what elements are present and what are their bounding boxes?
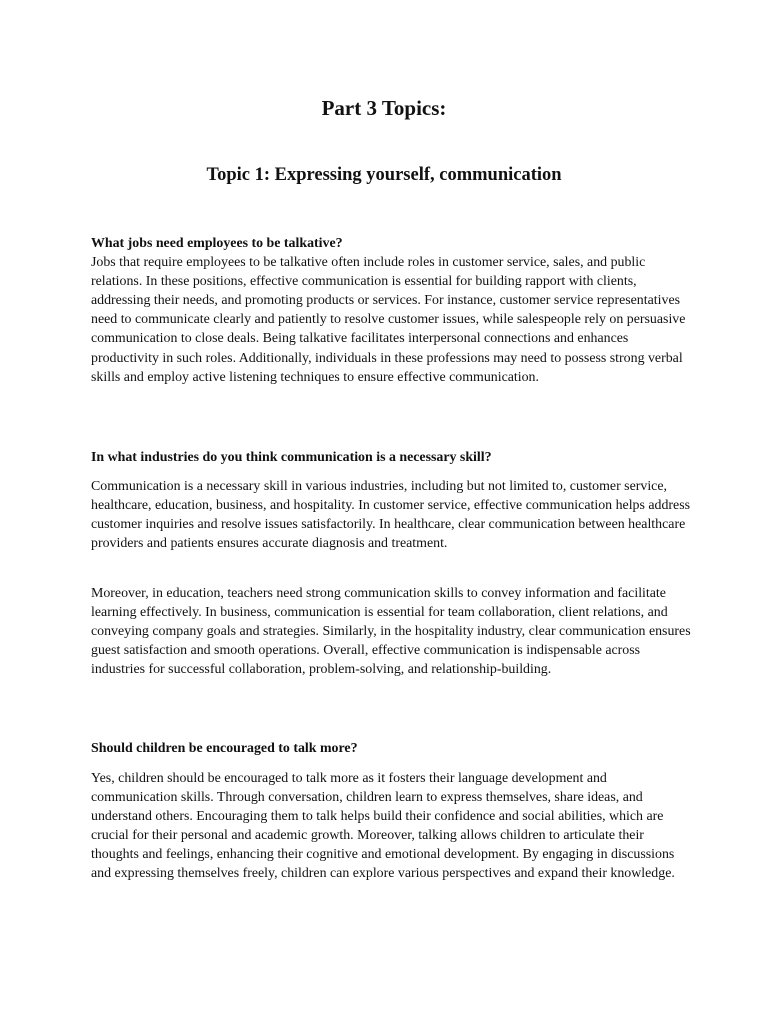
question-heading: In what industries do you think communication is a necessary skill?	[91, 450, 492, 465]
question-heading: What jobs need employees to be talkative?	[91, 236, 343, 251]
answer-paragraph: Communication is a necessary skill in various industries, including but not limited to, customer service, healthcare, education, business, and hospitality. In customer service, effective communication helps address customer inquiries and resolve issues satisfactorily. In healthcare, clear communication between healthcare providers and patients ensures accurate diagnosis and treatment.	[91, 479, 691, 552]
answer-paragraph: Moreover, in education, teachers need strong communication skills to convey information and facilitate learning effectively. In business, communication is essential for team collaboration, client relations, and conveying company goals and strategies. Similarly, in the hospitality industry, clear communication ensures guest satisfaction and smooth operations. Overall, effective communication is indispensable across industries for successful collaboration, problem-solving, and relationship-building.	[91, 586, 691, 678]
section-talkative-jobs	[91, 234, 691, 387]
answer-paragraph: Jobs that require employees to be talkative often include roles in customer service, sales, and public relations. In these positions, effective communication is essential for building rapport with clients, addressing their needs, and promoting products or services. For instance, customer service representatives need to communicate clearly and patiently to resolve customer issues, while salespeople rely on persuasive communication to close deals. Being talkative facilitates interpersonal connections and enhances productivity in such roles. Additionally, individuals in these professions may need to possess strong verbal skills and employ active listening techniques to ensure effective communication.	[91, 255, 686, 385]
topic-subtitle: Topic 1: Expressing yourself, communication	[206, 165, 562, 185]
page-title: Part 3 Topics:	[321, 96, 447, 120]
question-heading: Should children be encouraged to talk more?	[91, 741, 358, 756]
answer-paragraph: Yes, children should be encouraged to talk more as it fosters their language development and communication skills. Through conversation, children learn to express themselves, share ideas, and understand others. Encouraging them to talk helps build their confidence and social abilities, which are crucial for their personal and academic growth. Moreover, talking allows children to articulate their thoughts and feelings, enhancing their cognitive and emotional development. By engaging in discussions and expressing themselves freely, children can explore various perspectives and expand their knowledge.	[91, 771, 675, 882]
